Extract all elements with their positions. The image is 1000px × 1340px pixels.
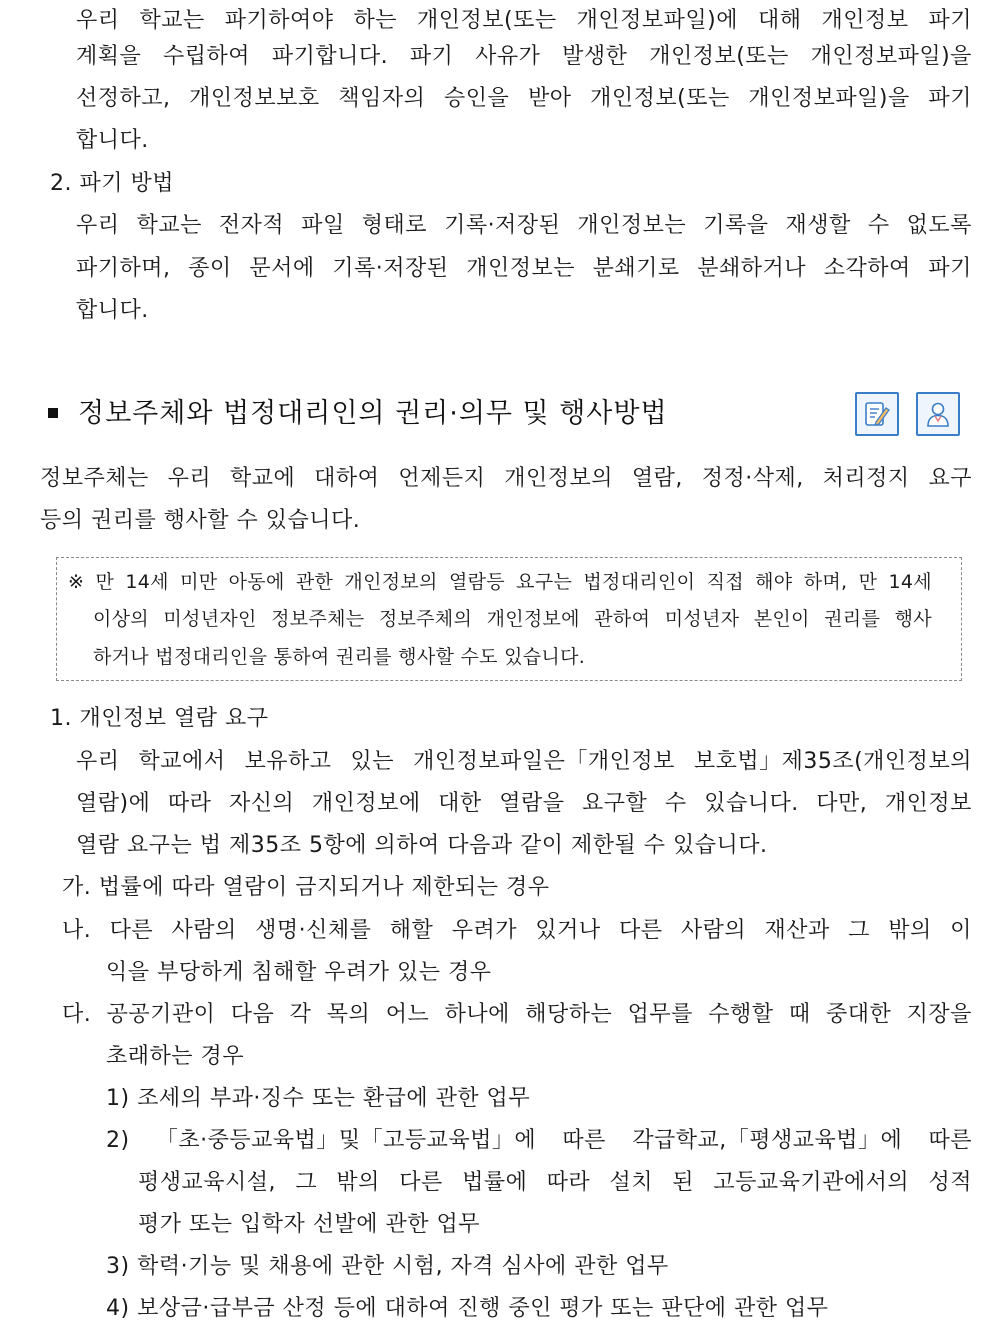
sub-list-item-continuation: 평생교육시설, 그 밖의 다른 법률에 따라 설치 된 고등교육기관에서의 성적 [138,1170,972,1195]
edit-document-icon[interactable] [855,392,899,436]
body-text-line: 우리 학교는 파기하여야 하는 개인정보(또는 개인정보파일)에 대해 개인정보 파기 [76,8,972,33]
body-text-line: 선정하고, 개인정보보호 책임자의 승인을 받아 개인정보(또는 개인정보파일)을 파기 [76,86,972,111]
list-item: 나. 다른 사람의 생명·신체를 해할 우려가 있거나 다른 사람의 재산과 그 밖의 이 [62,918,972,943]
sub-list-item: 3) 학력·기능 및 채용에 관한 시험, 자격 심사에 관한 업무 [106,1254,669,1279]
body-text-line: 합니다. [76,298,149,323]
list-item: 가. 법률에 따라 열람이 금지되거나 제한되는 경우 [62,875,550,900]
body-text-line: 합니다. [76,128,149,153]
body-text-line: 등의 권리를 행사할 수 있습니다. [40,508,361,533]
list-item-continuation: 초래하는 경우 [106,1044,245,1069]
subheading: 1. 개인정보 열람 요구 [50,706,269,731]
sub-list-item: 2) 「초·중등교육법」및「고등교육법」에 따른 각급학교,「평생교육법」에 따른 [106,1128,972,1153]
section-title: 정보주체와 법정대리인의 권리·의무 및 행사방법 [78,398,668,429]
body-text-line: 우리 학교는 전자적 파일 형태로 기록·저장된 개인정보는 기록을 재생할 수 없도록 [76,213,972,238]
body-text-line: 계획을 수립하여 파기합니다. 파기 사유가 발생한 개인정보(또는 개인정보파일)을 [76,44,972,69]
section-bullet [48,408,58,418]
person-icon[interactable] [916,392,960,436]
body-text-line: 파기하며, 종이 문서에 기록·저장된 개인정보는 분쇄기로 분쇄하거나 소각하여 파기 [76,256,972,281]
subheading: 2. 파기 방법 [50,171,174,196]
note-text-line: 이상의 미성년자인 정보주체는 정보주체의 개인정보에 관하여 미성년자 본인이 권리를 행사 [93,608,932,630]
note-text-line: 하거나 법정대리인을 통하여 권리를 행사할 수도 있습니다. [93,646,586,668]
sub-list-item: 1) 조세의 부과·징수 또는 환급에 관한 업무 [106,1086,531,1111]
body-text-line: 열람)에 따라 자신의 개인정보에 대한 열람을 요구할 수 있습니다. 다만, 개인정보 [76,791,972,816]
sub-list-item-continuation: 평가 또는 입학자 선발에 관한 업무 [138,1212,480,1237]
body-text-line: 열람 요구는 법 제35조 5항에 의하여 다음과 같이 제한될 수 있습니다. [76,833,768,858]
list-item-continuation: 익을 부당하게 침해할 우려가 있는 경우 [106,960,492,985]
body-text-line: 우리 학교에서 보유하고 있는 개인정보파일은「개인정보 보호법」제35조(개인정보의 [76,749,972,774]
list-item: 다. 공공기관이 다음 각 목의 어느 하나에 해당하는 업무를 수행할 때 중대한 지장을 [62,1002,972,1027]
sub-list-item: 4) 보상금·급부금 산정 등에 대하여 진행 중인 평가 또는 판단에 관한 업무 [106,1296,829,1321]
note-text-line: ※ 만 14세 미만 아동에 관한 개인정보의 열람등 요구는 법정대리인이 직접 해야 하며, 만 14세 [68,571,932,593]
body-text-line: 정보주체는 우리 학교에 대하여 언제든지 개인정보의 열람, 정정·삭제, 처리정지 요구 [40,466,972,491]
